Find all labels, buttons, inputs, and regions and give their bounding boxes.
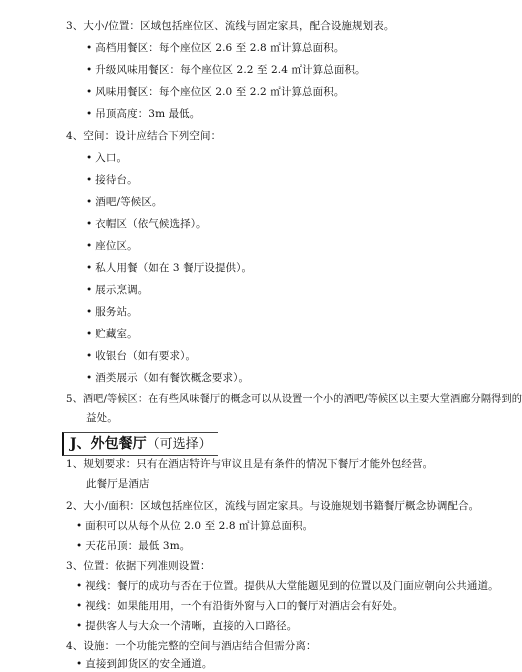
facilities-item: 4、设施：一个功能完整的空间与酒店结合但需分离：	[66, 640, 317, 652]
list-item: • 入口。	[86, 152, 127, 164]
section-heading-sub: （可选择）	[146, 437, 212, 452]
list-item: • 展示烹调。	[86, 284, 148, 296]
planning-requirement-item: 1、规划要求：只有在酒店特许与审议且是有条件的情况下餐厅才能外包经营。	[66, 458, 434, 470]
list-item: • 私人用餐（如在 3 餐厅设提供）。	[86, 262, 252, 274]
list-item: • 服务站。	[86, 306, 138, 318]
list-item: • 风味用餐区：每个座位区 2.0 至 2.2 ㎡计算总面积。	[86, 86, 344, 98]
bar-waiting-item-cont: 益处。	[86, 412, 118, 424]
list-item: • 酒类展示（如有餐饮概念要求）。	[86, 372, 249, 384]
list-item: • 酒吧/等候区。	[86, 196, 163, 208]
bar-waiting-item: 5、酒吧/等候区：在有些风味餐厅的概念可以从设置一个小的酒吧/等候区以主要大堂酒廊分隔得到的	[66, 394, 522, 405]
size-area-item: 2、大小/面积：区域包括座位区，流线与固定家具。与设施规划书籍餐厅概念协调配合。	[66, 500, 480, 512]
space-item: 4、空间：设计应结合下列空间：	[66, 130, 222, 142]
list-item: • 面积可以从每个从位 2.0 至 2.8 ㎡计算总面积。	[76, 520, 313, 532]
section-heading-label: J、外包餐厅	[70, 436, 147, 452]
list-item: • 天花吊顶：最低 3m。	[76, 540, 190, 552]
planning-requirement-note: 此餐厅是酒店	[86, 478, 150, 490]
list-item: • 直接到卸货区的安全通道。	[76, 658, 213, 670]
list-item: • 收银台（如有要求）。	[86, 350, 196, 362]
list-item: • 提供客人与大众一个清晰，直接的入口路径。	[76, 620, 297, 632]
list-item: • 高档用餐区：每个座位区 2.6 至 2.8 ㎡计算总面积。	[86, 42, 344, 54]
list-item: • 视线：餐厅的成功与否在于位置。提供从大堂能题见到的位置以及门面应朝向公共通道。	[76, 580, 499, 592]
list-item: • 贮藏室。	[86, 328, 138, 340]
list-item: • 衣帽区（依气候选择）。	[86, 218, 207, 230]
list-item: • 升级风味用餐区：每个座位区 2.2 至 2.4 ㎡计算总面积。	[86, 64, 366, 76]
list-item: • 座位区。	[86, 240, 138, 252]
size-location-item: 3、大小/位置：区域包括座位区、流线与固定家具，配合设施规划表。	[66, 20, 395, 32]
section-heading-j	[62, 432, 218, 456]
list-item: • 接待台。	[86, 174, 138, 186]
list-item: • 吊顶高度：3m 最低。	[86, 108, 200, 120]
location-item: 3、位置：依据下列准则设置：	[66, 560, 211, 572]
list-item: • 视线：如果能用用，一个有沿街外窗与入口的餐厅对酒店会有好处。	[76, 600, 403, 612]
